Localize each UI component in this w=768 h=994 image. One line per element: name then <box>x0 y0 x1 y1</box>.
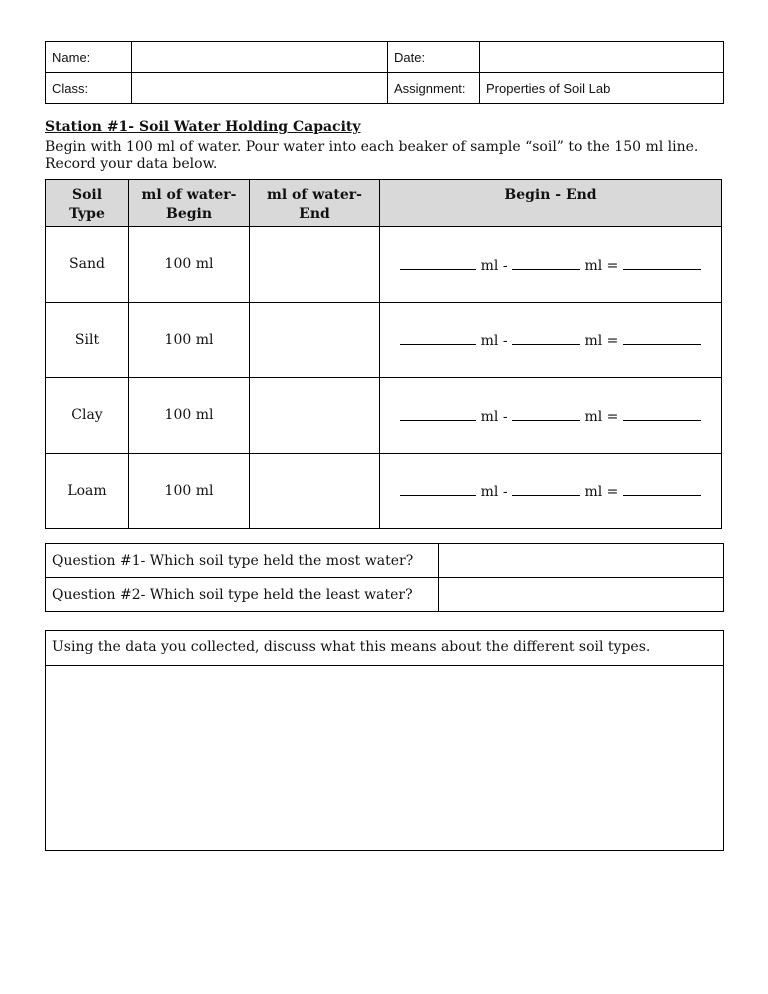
col-header-begin-minus-end: Begin - End <box>380 180 722 227</box>
begin-blank[interactable] <box>400 255 476 270</box>
header-info-table <box>45 41 724 104</box>
class-label: Class: <box>46 73 132 104</box>
table-row <box>46 302 722 378</box>
table-row <box>46 453 722 529</box>
minus-unit: ml - <box>480 257 508 274</box>
begin-cell: 100 ml <box>129 453 250 529</box>
calc-cell <box>380 302 722 378</box>
minus-unit: ml - <box>480 408 508 425</box>
col-header-begin <box>129 180 250 227</box>
minus-unit: ml - <box>480 484 508 501</box>
question-row <box>46 544 724 578</box>
minus-unit: ml - <box>480 333 508 350</box>
assignment-label: Assignment: <box>388 73 480 104</box>
question-2-text: Question #2- Which soil type held the least water? <box>46 578 439 612</box>
data-table-header-row <box>46 180 722 227</box>
begin-cell: 100 ml <box>129 302 250 378</box>
begin-blank[interactable] <box>400 406 476 421</box>
end-cell[interactable] <box>250 378 380 454</box>
discussion-answer-area[interactable] <box>46 666 723 850</box>
col-header-end <box>250 180 380 227</box>
equals-unit: ml = <box>584 257 619 274</box>
station-instructions: Begin with 100 ml of water. Pour water into each beaker of sample “soil” to the 150 ml line. Record your data below. <box>45 139 699 172</box>
equals-unit: ml = <box>584 333 619 350</box>
soil-type-cell: Silt <box>46 302 129 378</box>
table-row <box>46 227 722 303</box>
assignment-field[interactable]: Properties of Soil Lab <box>480 73 724 104</box>
col-header-soil-type-text: Soil Type <box>69 187 105 222</box>
end-cell[interactable] <box>250 453 380 529</box>
class-field[interactable] <box>132 73 388 104</box>
soil-data-table <box>45 179 722 529</box>
date-field[interactable] <box>480 42 724 73</box>
col-header-end-text: ml of water- End <box>267 187 362 222</box>
name-field[interactable] <box>132 42 388 73</box>
name-label: Name: <box>46 42 132 73</box>
begin-cell: 100 ml <box>129 227 250 303</box>
equals-unit: ml = <box>584 408 619 425</box>
begin-blank[interactable] <box>400 330 476 345</box>
questions-table <box>45 543 724 612</box>
question-1-answer[interactable] <box>439 544 724 578</box>
date-label: Date: <box>388 42 480 73</box>
end-cell[interactable] <box>250 302 380 378</box>
result-blank[interactable] <box>623 330 701 345</box>
result-blank[interactable] <box>623 255 701 270</box>
soil-type-cell: Sand <box>46 227 129 303</box>
calc-cell <box>380 453 722 529</box>
equals-unit: ml = <box>584 484 619 501</box>
header-row-name <box>46 42 724 73</box>
col-header-begin-text: ml of water- Begin <box>141 187 237 222</box>
result-blank[interactable] <box>623 406 701 421</box>
station-title: Station #1- Soil Water Holding Capacity <box>45 119 361 135</box>
end-cell[interactable] <box>250 227 380 303</box>
calc-cell <box>380 227 722 303</box>
question-2-answer[interactable] <box>439 578 724 612</box>
begin-blank[interactable] <box>400 481 476 496</box>
end-blank[interactable] <box>512 406 580 421</box>
begin-cell: 100 ml <box>129 378 250 454</box>
question-row <box>46 578 724 612</box>
calc-cell <box>380 378 722 454</box>
soil-type-cell: Loam <box>46 453 129 529</box>
end-blank[interactable] <box>512 481 580 496</box>
soil-type-cell: Clay <box>46 378 129 454</box>
col-header-soil-type <box>46 180 129 227</box>
end-blank[interactable] <box>512 255 580 270</box>
end-blank[interactable] <box>512 330 580 345</box>
header-row-class <box>46 73 724 104</box>
question-1-text: Question #1- Which soil type held the most water? <box>46 544 439 578</box>
table-row <box>46 378 722 454</box>
discussion-box <box>45 630 724 851</box>
discussion-prompt: Using the data you collected, discuss what this means about the different soil types. <box>46 631 723 666</box>
result-blank[interactable] <box>623 481 701 496</box>
